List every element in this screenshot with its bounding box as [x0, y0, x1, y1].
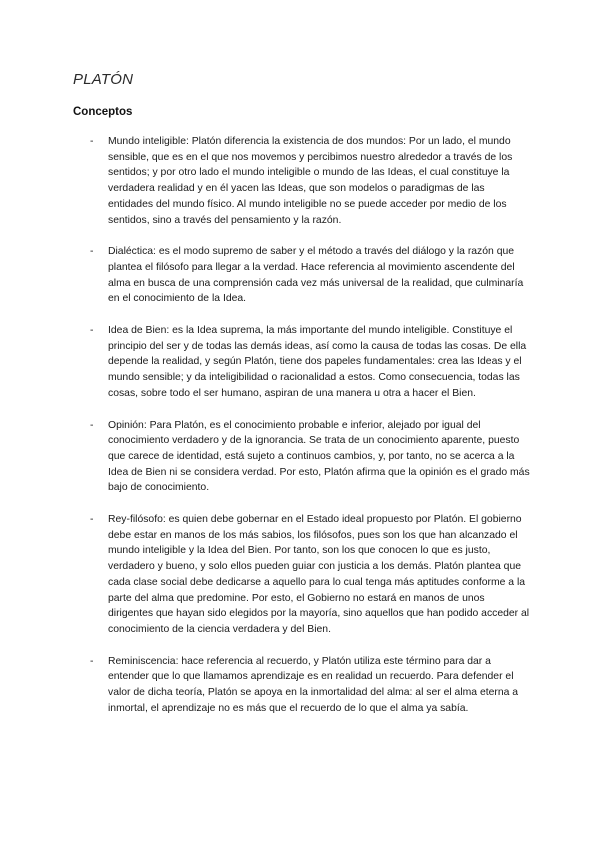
concept-text: Rey-filósofo: es quien debe gobernar en el Estado ideal propuesto por Platón. El gobierno debe estar en manos de los más sabios, los filósofos, pues son los que han alcanzado el mundo inteligible y la Idea del Bien. Por tanto, son los que conocen lo que es justo, verdadero y bueno, y solo ellos pueden guiar con justicia a los demás. Platón plantea que cada clase social debe dedicarse a aquello para lo cual tenga más aptitudes conforme a la parte del alma que predomine. Por esto, el Gobierno no estará en manos de unos dirigentes que hayan sido elegidos por la mayoría, sino aquellos que han podido acceder al conocimiento de la ciencia verdadera y del Bien.: [108, 514, 530, 635]
list-item: [90, 654, 530, 717]
list-item: [90, 134, 530, 228]
concept-text: Reminiscencia: hace referencia al recuerdo, y Platón utiliza este término para dar a entender que lo que llamamos aprendizaje es en realidad un recuerdo. Para defender el valor de dicha teoría, Platón se apoya en la inmortalidad del alma: al ser el alma eterna a inmortal, el aprendizaje no es más que el recuerdo de lo que el alma ya sabía.: [108, 655, 519, 714]
bullet-dash: -: [90, 419, 94, 431]
section-heading: Conceptos: [73, 106, 133, 118]
concept-text: Opinión: Para Platón, es el conocimiento probable e inferior, alejado por igual del conocimiento verdadero y de la ignorancia. Se trata de un conocimiento aparente, puesto que carece de identidad, está sujeto a continuos cambios, y, por tanto, no se acerca a la Idea de Bien ni se considera verdad. Por esto, Platón afirma que la opinión es el grado más bajo de conocimiento.: [108, 419, 530, 494]
bullet-dash: -: [90, 514, 94, 526]
concept-text: Idea de Bien: es la Idea suprema, la más importante del mundo inteligible. Constituye el principio del ser y de todas las demás ideas, así como la causa de todas las cosas. De ella depende la realidad, y según Platón, tiene dos papeles fundamentales: crea las Ideas y el mundo sensible; y da inteligibilidad o racionalidad a estos. Como consecuencia, todas las cosas, sobre todo el ser humano, aspiran de una manera u otra a hacer el Bien.: [108, 325, 527, 399]
concept-text: Mundo inteligible: Platón diferencia la existencia de dos mundos: Por un lado, el mundo sensible, que es en el que nos movemos y percibimos nuestro alrededor a través de los sentidos; y por otro lado el mundo inteligible o mundo de las Ideas, el cual constituye la verdadera realidad y en él yacen las Ideas, que son modelos o paradigmas de las entidades del mundo físico. Al mundo inteligible no se puede acceder por medio de los sentidos, sino a través del pensamiento y la razón.: [108, 136, 513, 226]
list-item: [90, 323, 530, 402]
list-item: [90, 512, 530, 638]
page-title: PLATÓN: [73, 71, 134, 88]
bullet-dash: -: [90, 655, 94, 667]
list-item: [90, 244, 530, 307]
concept-text: Dialéctica: es el modo supremo de saber y el método a través del diálogo y la razón que plantea el filósofo para llegar a la verdad. Hace referencia al movimiento ascendente del alma en busca de una comprensión cada vez más universal de la realidad, que culminaría en el conocimiento de la Idea.: [108, 246, 524, 305]
bullet-dash: -: [90, 136, 94, 147]
bullet-dash: -: [90, 246, 94, 258]
concept-list: [90, 134, 530, 733]
list-item: [90, 418, 530, 497]
bullet-dash: -: [90, 325, 94, 337]
